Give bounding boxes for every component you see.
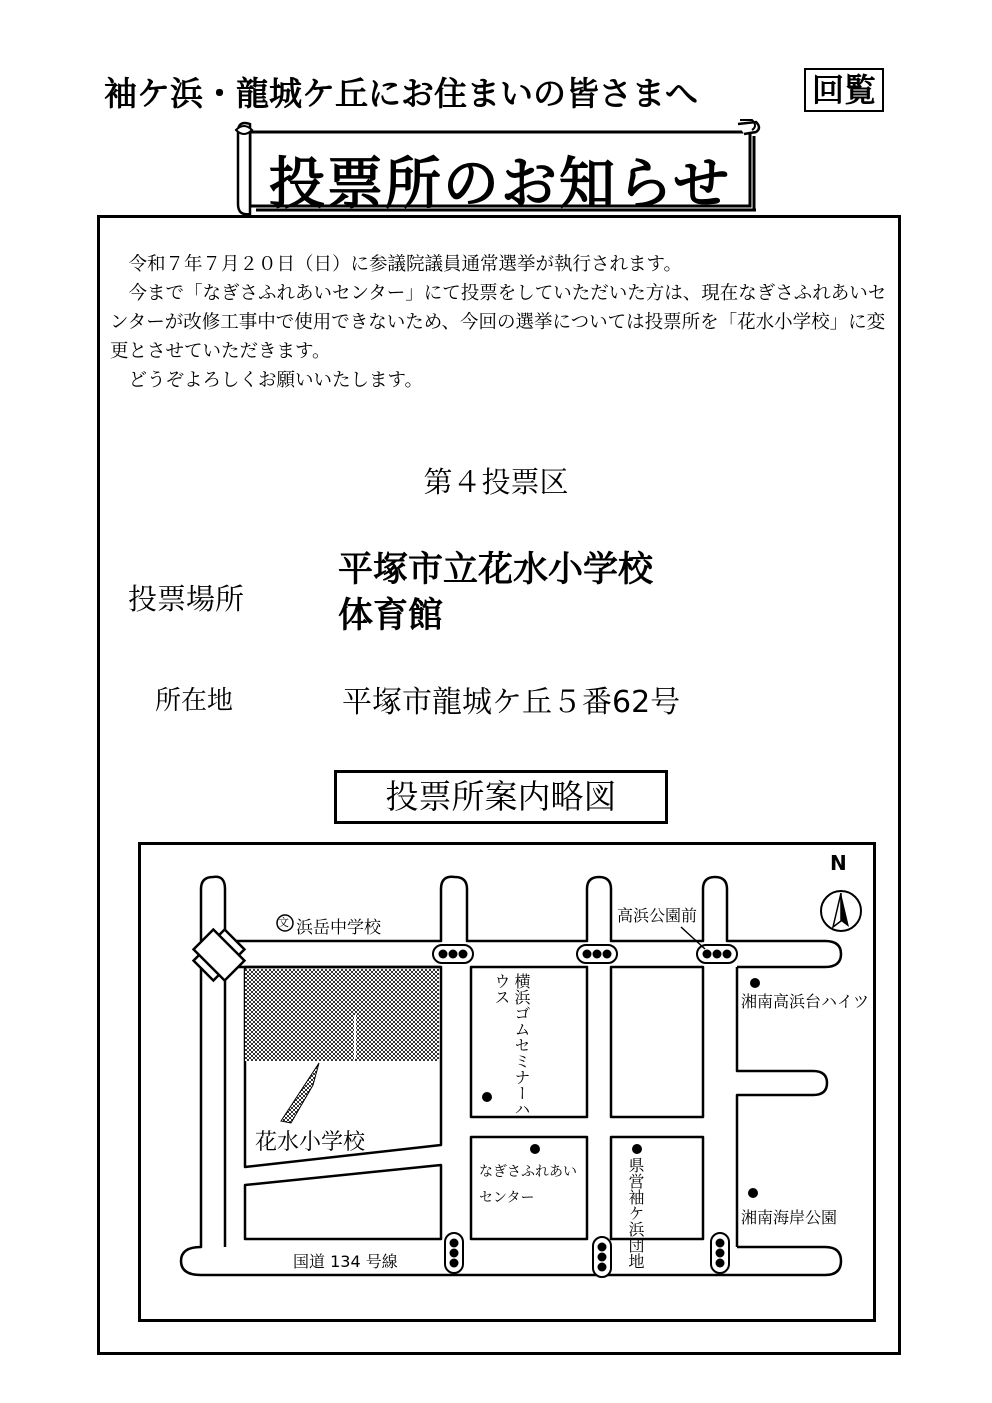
audience-heading: 袖ケ浜・龍城ケ丘にお住まいの皆さまへ bbox=[104, 74, 698, 113]
polling-place-label: 投票場所 bbox=[128, 582, 245, 616]
dot-nagisa-center bbox=[530, 1144, 540, 1154]
dot-prefectural-housing bbox=[632, 1144, 642, 1154]
address-label: 所在地 bbox=[155, 686, 234, 716]
nagisa-center-label bbox=[479, 1159, 577, 1211]
intro-line-2: 今まで「なぎさふれあいセンター」にて投票をしていただいた方は、現在なぎさふれあいセンターが改修工事中で使用できないため、今回の選挙については投票所を「花水小学校」に変更とさせていただきます。 bbox=[110, 283, 887, 362]
nagisa-center-line2: センター bbox=[479, 1190, 535, 1206]
school-wing-hatch bbox=[281, 1063, 319, 1123]
route134-label: 国道 134 号線 bbox=[293, 1252, 398, 1271]
prefectural-housing-label: 県営袖ケ浜団地 bbox=[626, 1157, 645, 1269]
polling-place-name-line2: 体育館 bbox=[338, 596, 444, 636]
nagisa-center-line1: なぎさふれあい bbox=[479, 1164, 577, 1180]
school-symbol-label: 文 bbox=[278, 916, 289, 929]
polling-place-name bbox=[338, 547, 653, 639]
hanamizu-school-label: 花水小学校 bbox=[255, 1130, 366, 1155]
circulate-badge: 回覧 bbox=[804, 68, 884, 112]
traffic-light-4 bbox=[445, 1233, 463, 1273]
shonan-takahamadai-text: 湘南高浜台ハイツ bbox=[741, 992, 870, 1011]
intro-line-3: どうぞよろしくお願いいたします。 bbox=[128, 370, 424, 391]
shonan-takahamadai-label bbox=[741, 991, 871, 1013]
seminar-house-label: 横浜ゴムセミナーハウス bbox=[492, 973, 531, 1117]
intro-text bbox=[110, 250, 890, 395]
traffic-light-6 bbox=[711, 1233, 729, 1273]
takahama-park-front-label: 高浜公園前 bbox=[617, 906, 698, 925]
map-title: 投票所案内略図 bbox=[334, 770, 668, 824]
north-compass-icon bbox=[821, 891, 861, 931]
school-building-hatch bbox=[245, 969, 439, 1061]
address-value: 平塚市龍城ケ丘５番62号 bbox=[342, 685, 681, 720]
banner-title: 投票所のお知らせ bbox=[268, 152, 732, 217]
north-label: N bbox=[830, 851, 847, 875]
intro-line-1: 令和７年７月２０日（日）に参議院議員通常選挙が執行されます。 bbox=[128, 254, 683, 275]
dot-shonan-takahamadai bbox=[750, 978, 760, 988]
traffic-light-5 bbox=[593, 1237, 611, 1277]
traffic-light-1 bbox=[433, 945, 473, 963]
polling-place-name-line1: 平塚市立花水小学校 bbox=[338, 550, 654, 590]
district-heading: 第４投票区 bbox=[423, 465, 569, 499]
shonan-coast-park-label: 湘南海岸公園 bbox=[741, 1208, 838, 1227]
dot-shonan-coast-park bbox=[748, 1188, 758, 1198]
traffic-light-2 bbox=[577, 945, 617, 963]
guide-map bbox=[138, 842, 876, 1322]
block-middle-right bbox=[611, 967, 703, 1117]
hamatake-school-label: 浜岳中学校 bbox=[296, 918, 381, 938]
